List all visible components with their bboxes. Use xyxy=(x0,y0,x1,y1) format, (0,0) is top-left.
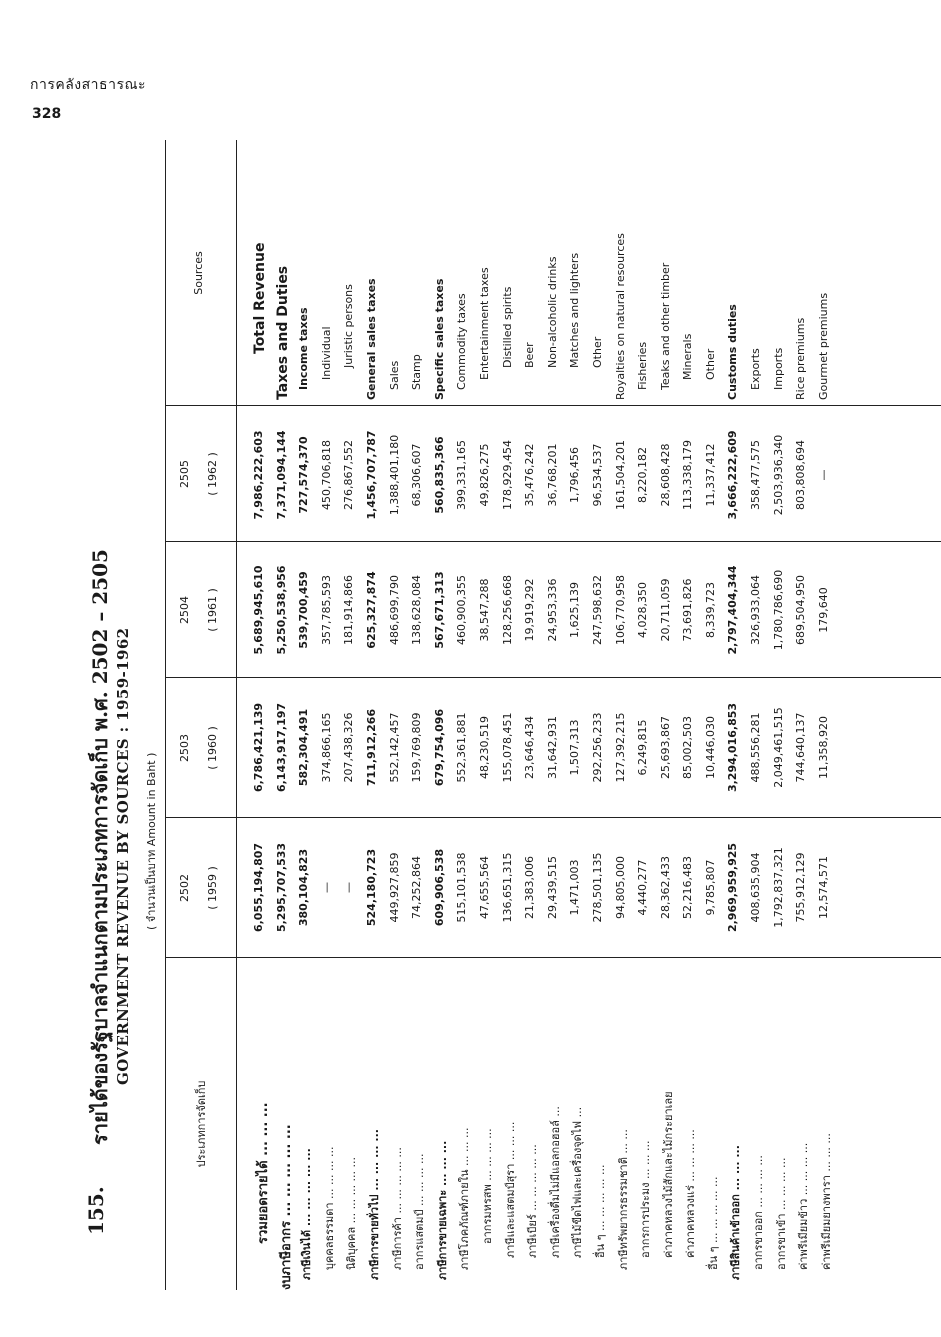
table-row xyxy=(700,140,723,1290)
cell-amount: 113,338,179 xyxy=(681,440,695,510)
cell-amount: 560,835,366 xyxy=(432,436,446,514)
cell-amount: 52,216,483 xyxy=(681,856,695,919)
cell-source-thai: รวมยอดรายได้ ... ... ... xyxy=(256,1102,271,1244)
header-year-th: 2503 xyxy=(178,734,191,762)
cell-amount: 625,327,874 xyxy=(364,571,378,649)
cell-amount: 28,608,428 xyxy=(658,443,672,507)
cell-source-thai: ภาษีสินค้าเข้าออก ... ... ... xyxy=(729,1145,743,1280)
cell-amount: 515,101,538 xyxy=(455,852,469,923)
cell-amount: 23,646,434 xyxy=(523,716,537,779)
table-row xyxy=(790,140,813,1290)
rotated-table-block xyxy=(80,140,941,1290)
cell-source-english: Matches and lighters xyxy=(568,252,582,368)
cell-amount: 358,477,575 xyxy=(749,440,763,510)
header-year-th: 2502 xyxy=(178,874,191,902)
cell-amount: 28,362,433 xyxy=(658,856,672,919)
cell-amount: 4,440,277 xyxy=(636,859,650,916)
cell-amount: 207,438,326 xyxy=(342,712,356,783)
cell-source-english: Distilled spirits xyxy=(500,286,514,368)
cell-amount: 2,797,404,344 xyxy=(726,565,740,655)
cell-source-thai: อากรแสตมป์ ... ... ... ... xyxy=(413,1153,427,1270)
table-number: 155. xyxy=(84,1186,108,1235)
table-row xyxy=(587,140,610,1290)
cell-source-thai: อากรการประมง ... ... ... xyxy=(639,1140,653,1258)
header-year-1961 xyxy=(166,542,236,678)
unit-note: ( จำนวนเป็นบาท Amount in Baht ) xyxy=(145,752,158,930)
cell-amount: — xyxy=(816,469,830,481)
cell-source-thai: ค่าพรีเมียมข้าว ... ... ... ... xyxy=(797,1142,811,1270)
cell-amount: 11,358,920 xyxy=(816,716,830,779)
cell-source-thai: นิติบุคคล ... ... ... ... ... xyxy=(345,1156,359,1270)
cell-amount: 68,306,607 xyxy=(410,443,424,507)
cell-source-english: Gourmet premiums xyxy=(816,292,830,400)
cell-amount: 179,640 xyxy=(816,587,830,633)
revenue-table xyxy=(165,140,941,1290)
table-row xyxy=(677,140,700,1290)
cell-amount: 128,256,668 xyxy=(500,575,514,645)
header-sources-english xyxy=(166,140,236,406)
cell-source-english: Commodity taxes xyxy=(455,293,469,390)
header-year-en: ( 1960 ) xyxy=(206,726,219,770)
cell-source-english: Minerals xyxy=(681,333,695,380)
cell-amount: 488,556,281 xyxy=(749,712,763,783)
cell-amount: 449,927,859 xyxy=(387,852,401,923)
table-row xyxy=(722,140,745,1290)
header-year-th: 2505 xyxy=(178,460,191,488)
cell-amount: 689,504,950 xyxy=(794,575,808,645)
cell-amount: — xyxy=(342,882,356,893)
header-year-1959 xyxy=(166,818,236,958)
header-year-en: ( 1961 ) xyxy=(206,588,219,632)
table-title-thai: รายได้ของรัฐบาลจำแนกตามประเภทการจัดเก็บ พ.ศ. 2502 – 2505 xyxy=(88,549,112,1145)
cell-amount: 161,504,201 xyxy=(613,440,627,510)
table-row xyxy=(248,140,271,1290)
cell-amount: 1,507,313 xyxy=(568,719,582,776)
cell-amount: 460,900,355 xyxy=(455,575,469,645)
cell-source-thai: งบภาษีอากร ... ... ... ... ... xyxy=(278,1124,294,1290)
table-row xyxy=(474,140,497,1290)
header-year-th: 2504 xyxy=(178,596,191,624)
table-row xyxy=(542,140,565,1290)
cell-source-english: Royalties on natural resources xyxy=(613,233,627,400)
cell-amount: 3,294,016,853 xyxy=(726,702,740,793)
table-row xyxy=(564,140,587,1290)
cell-source-english: Juristic persons xyxy=(342,284,356,368)
cell-amount: 178,929,454 xyxy=(500,440,514,510)
cell-amount: 679,754,096 xyxy=(432,708,446,787)
cell-amount: 399,331,165 xyxy=(455,440,469,510)
cell-source-thai: ค่าพรีเมียมยางพารา ... ... ... xyxy=(819,1133,833,1270)
cell-amount: 1,780,786,690 xyxy=(771,569,785,651)
table-row xyxy=(813,140,836,1290)
cell-amount: 73,691,826 xyxy=(681,578,695,642)
cell-amount: 10,446,030 xyxy=(703,716,717,779)
cell-source-english: Total Revenue xyxy=(252,242,268,354)
table-title-english: GOVERNMENT REVENUE BY SOURCES : 1959-1962 xyxy=(114,627,132,1085)
running-head: การคลังสาธารณะ xyxy=(30,77,146,93)
cell-amount: 127,392,215 xyxy=(613,712,627,783)
cell-amount: 181,914,866 xyxy=(342,575,356,645)
cell-amount: 136,651,315 xyxy=(500,852,514,923)
cell-amount: 8,220,182 xyxy=(636,447,650,503)
cell-amount: 1,625,139 xyxy=(568,582,582,638)
cell-amount: 539,700,459 xyxy=(297,571,311,649)
cell-amount: 25,693,867 xyxy=(658,716,672,779)
table-row xyxy=(632,140,655,1290)
cell-amount: 5,689,945,610 xyxy=(252,565,265,655)
cell-amount: 2,049,461,515 xyxy=(771,707,785,788)
header-sources-thai xyxy=(166,958,236,1290)
cell-amount: 29,439,515 xyxy=(545,856,559,919)
cell-source-thai: อากรขาเข้า ... ... ... ... xyxy=(774,1157,788,1270)
cell-source-thai: อากรขาออก ... ... ... ... xyxy=(752,1155,766,1270)
table-row xyxy=(451,140,474,1290)
cell-amount: 6,249,815 xyxy=(636,719,650,776)
cell-source-english: Entertainment taxes xyxy=(477,267,491,380)
cell-amount: 6,143,917,197 xyxy=(274,702,288,793)
table-row xyxy=(655,140,678,1290)
cell-amount: 803,808,694 xyxy=(794,440,808,510)
header-label: Sources xyxy=(192,251,205,295)
cell-amount: 3,666,222,609 xyxy=(726,430,740,520)
cell-amount: 20,711,059 xyxy=(658,578,672,642)
cell-source-english: Other xyxy=(703,348,717,380)
cell-source-thai: อากรมหรสพ ... ... ... ... xyxy=(480,1128,494,1244)
cell-amount: 278,501,135 xyxy=(590,852,604,923)
cell-amount: 31,642,931 xyxy=(545,716,559,779)
cell-source-english: Rice premiums xyxy=(794,317,808,400)
table-row xyxy=(429,140,452,1290)
header-year-en: ( 1962 ) xyxy=(206,452,219,496)
cell-source-english: Exports xyxy=(749,348,763,390)
table-row xyxy=(610,140,633,1290)
cell-amount: 74,252,864 xyxy=(410,856,424,919)
cell-amount: 276,867,552 xyxy=(342,440,356,510)
header-year-en: ( 1959 ) xyxy=(206,866,219,910)
cell-amount: 21,383,006 xyxy=(523,856,537,919)
cell-amount: 552,361,881 xyxy=(455,712,469,783)
cell-amount: 524,180,723 xyxy=(364,848,378,927)
cell-source-thai: ภาษีการขายทั่วไป ... ... ... ... xyxy=(367,1129,381,1280)
cell-source-english: Other xyxy=(590,336,604,368)
cell-source-thai: ภาษีการขายเฉพาะ ... ... ... xyxy=(435,1140,449,1280)
table-row xyxy=(338,140,361,1290)
cell-source-english: Individual xyxy=(319,326,333,380)
cell-amount: 1,471,003 xyxy=(568,859,582,916)
cell-source-thai: บุคคลธรรมดา ... ... ... ... xyxy=(322,1146,336,1270)
cell-amount: 38,547,288 xyxy=(477,578,491,642)
cell-source-thai: ภาษีไม้ขีดไฟและเครื่องจุดไฟ ... xyxy=(571,1106,585,1258)
cell-amount: 138,628,084 xyxy=(410,575,424,645)
cell-source-thai: อื่น ๆ ... ... ... ... ... xyxy=(706,1176,720,1270)
cell-amount: 155,078,451 xyxy=(500,712,514,783)
cell-amount: 609,906,538 xyxy=(432,848,446,927)
cell-source-thai: อื่น ๆ ... ... ... ... ... xyxy=(593,1164,607,1258)
cell-amount: 12,574,571 xyxy=(816,856,830,919)
table-row xyxy=(745,140,768,1290)
cell-amount: 6,055,194,807 xyxy=(252,842,265,933)
cell-source-thai: ค่าภาคหลวงแร่ ... ... ... ... xyxy=(684,1129,698,1258)
cell-amount: 567,671,313 xyxy=(432,571,446,649)
header-year-1962 xyxy=(166,406,236,542)
cell-amount: 552,142,457 xyxy=(387,712,401,783)
cell-amount: 49,826,275 xyxy=(477,443,491,507)
cell-amount: 159,769,809 xyxy=(410,712,424,783)
cell-amount: 374,866,165 xyxy=(319,712,333,783)
cell-amount: 5,250,538,956 xyxy=(274,565,288,655)
cell-amount: 24,953,336 xyxy=(545,578,559,642)
cell-amount: 35,476,242 xyxy=(523,443,537,507)
table-row xyxy=(271,140,294,1290)
table-row xyxy=(361,140,384,1290)
cell-source-english: Sales xyxy=(387,360,401,390)
cell-source-thai: ภาษีเงินได้ ... ... ... ... ... xyxy=(300,1148,314,1280)
page-number: 328 xyxy=(32,106,62,122)
cell-source-english: Fisheries xyxy=(636,341,650,390)
cell-source-english: Stamp xyxy=(410,354,424,390)
cell-amount: 711,912,266 xyxy=(364,708,378,787)
cell-source-english: Income taxes xyxy=(297,307,311,390)
cell-amount: 48,230,519 xyxy=(477,716,491,779)
cell-amount: 1,792,837,321 xyxy=(771,847,785,928)
cell-amount: 11,337,412 xyxy=(703,443,717,507)
cell-source-english: Specific sales taxes xyxy=(432,278,446,400)
cell-amount: 357,785,593 xyxy=(319,575,333,645)
cell-source-english: General sales taxes xyxy=(364,278,378,400)
cell-amount: 1,796,456 xyxy=(568,447,582,503)
cell-source-english: Taxes and Duties xyxy=(274,265,291,400)
cell-amount: 36,768,201 xyxy=(545,443,559,507)
cell-amount: 5,295,707,533 xyxy=(274,842,288,933)
cell-amount: 94,805,000 xyxy=(613,856,627,919)
table-body xyxy=(248,140,835,1290)
cell-amount: 6,786,421,139 xyxy=(252,702,265,793)
cell-amount: 7,371,094,144 xyxy=(274,430,288,520)
cell-source-english: Non-alcoholic drinks xyxy=(545,256,559,368)
cell-amount: 47,655,564 xyxy=(477,856,491,919)
cell-amount: 96,534,537 xyxy=(590,443,604,507)
cell-amount: 9,785,807 xyxy=(703,859,717,916)
cell-source-english: Imports xyxy=(771,347,785,390)
cell-source-thai: ภาษีโภคภัณฑ์ภายใน ... ... ... xyxy=(458,1127,472,1270)
cell-amount: 582,304,491 xyxy=(297,708,311,787)
cell-amount: 755,912,129 xyxy=(794,852,808,923)
cell-source-thai: ค่าภาคหลวงไม้สักและไม้กระยาเลย xyxy=(661,1091,675,1258)
header-label: ประเภทการจัดเก็บ xyxy=(195,1080,208,1168)
cell-source-thai: ภาษีการค้า ... ... ... ... ... xyxy=(390,1147,404,1270)
cell-amount: 1,388,401,180 xyxy=(387,434,401,516)
cell-amount: 2,969,959,925 xyxy=(726,842,740,933)
cell-source-thai: ภาษีเบียร์ ... ... ... ... ... xyxy=(526,1144,540,1258)
table-row xyxy=(519,140,542,1290)
cell-source-english: Customs duties xyxy=(726,304,740,400)
cell-amount: 292,256,233 xyxy=(590,712,604,783)
cell-amount: 4,028,350 xyxy=(636,582,650,638)
cell-amount: 247,598,632 xyxy=(590,575,604,645)
header-year-1960 xyxy=(166,678,236,818)
cell-source-thai: ภาษีและแสตมป์สุรา ... ... ... xyxy=(503,1121,517,1258)
table-titles xyxy=(80,140,170,1290)
cell-amount: 486,699,790 xyxy=(387,575,401,645)
cell-source-english: Teaks and other timber xyxy=(658,262,672,390)
cell-amount: 106,770,958 xyxy=(613,575,627,645)
cell-amount: 2,503,936,340 xyxy=(771,434,785,516)
cell-amount: — xyxy=(319,882,333,893)
cell-source-thai: ภาษีทรัพยากรธรรมชาติ ... ... xyxy=(616,1129,630,1270)
cell-amount: 326,933,064 xyxy=(749,575,763,645)
cell-amount: 7,986,222,603 xyxy=(252,430,265,520)
cell-amount: 727,574,370 xyxy=(297,436,311,514)
cell-amount: 380,104,823 xyxy=(297,848,311,927)
cell-source-english: Beer xyxy=(523,342,537,368)
cell-amount: 744,640,137 xyxy=(794,712,808,783)
cell-source-thai: ภาษีเครื่องดื่มไม่มีแอลกอฮอล์ ... xyxy=(548,1106,562,1258)
table-row xyxy=(384,140,407,1290)
table-row xyxy=(316,140,339,1290)
cell-amount: 19,919,292 xyxy=(523,578,537,642)
table-row xyxy=(406,140,429,1290)
table-row xyxy=(768,140,791,1290)
table-header-row xyxy=(166,140,237,1290)
cell-amount: 450,706,818 xyxy=(319,440,333,510)
table-row xyxy=(497,140,520,1290)
cell-amount: 8,339,723 xyxy=(703,582,717,638)
cell-amount: 85,002,503 xyxy=(681,716,695,779)
cell-amount: 408,635,904 xyxy=(749,852,763,923)
table-row xyxy=(293,140,316,1290)
cell-amount: 1,456,707,787 xyxy=(364,430,378,520)
